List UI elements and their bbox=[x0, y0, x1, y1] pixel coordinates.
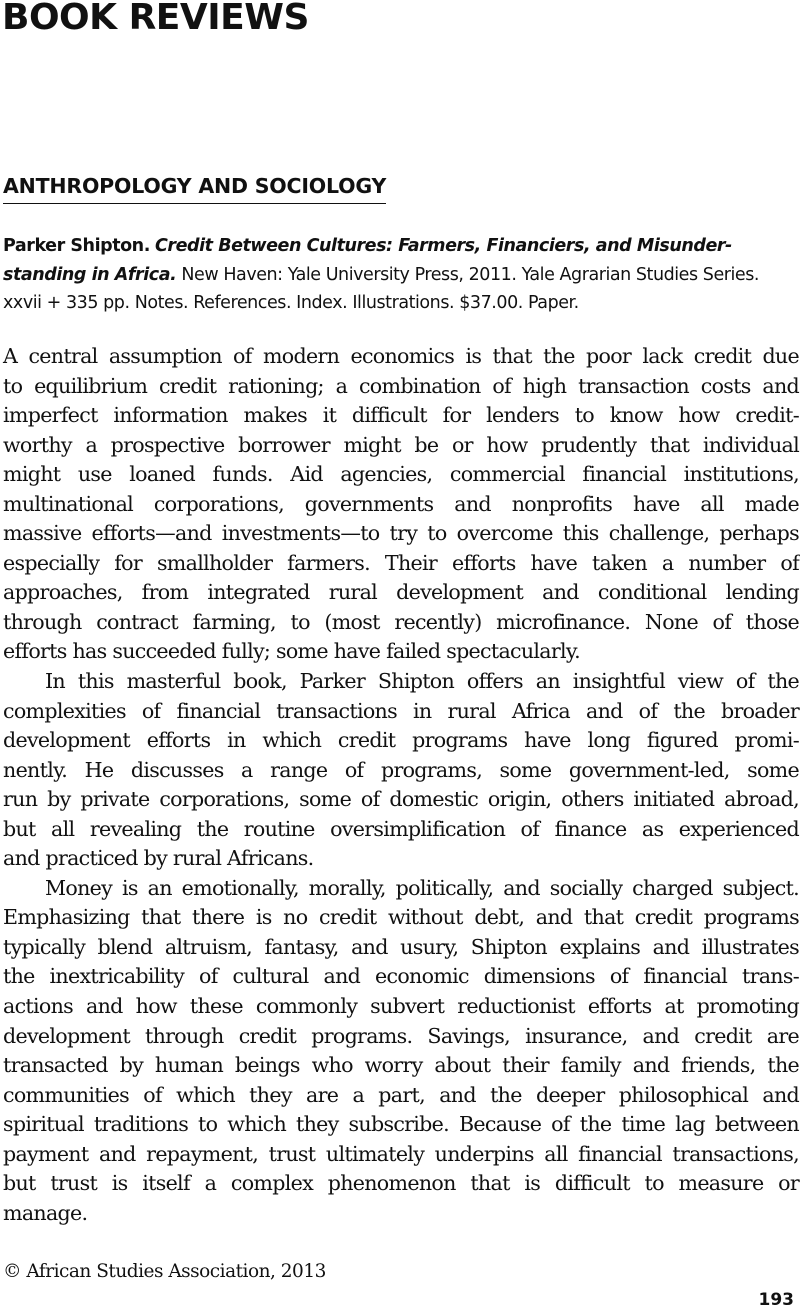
body-line: massive efforts—and investments—to try to overcome this challenge, perhaps bbox=[3, 521, 799, 546]
page-heading: BOOK REVIEWS bbox=[2, 0, 309, 38]
citation-details: xxvii + 335 pp. Notes. References. Index. Illustrations. $37.00. Paper. bbox=[3, 293, 579, 313]
citation-book-title: Credit Between Cultures: Farmers, Financiers, and Misunder- bbox=[155, 236, 732, 256]
body-line: but all revealing the routine oversimplification of finance as experienced bbox=[3, 816, 799, 841]
body-line: actions and how these commonly subvert reductionist efforts at promoting bbox=[3, 994, 799, 1019]
body-line: transacted by human beings who worry about their family and friends, the bbox=[3, 1053, 799, 1078]
body-line: to equilibrium credit rationing; a combination of high transaction costs and bbox=[3, 373, 799, 398]
body-line: In this masterful book, Parker Shipton offers an insightful view of the bbox=[45, 669, 799, 694]
body-line: might use loaned funds. Aid agencies, commercial financial institutions, bbox=[3, 462, 799, 487]
citation-line bbox=[3, 232, 799, 261]
body-line: the inextricability of cultural and economic dimensions of financial trans- bbox=[3, 964, 799, 989]
body-line: through contract farming, to (most recently) microfinance. None of those bbox=[3, 609, 799, 634]
body-line: nently. He discusses a range of programs, some government-led, some bbox=[3, 757, 799, 782]
section-title: ANTHROPOLOGY AND SOCIOLOGY bbox=[3, 172, 386, 204]
body-line: A central assumption of modern economics is that the poor lack credit due bbox=[3, 344, 799, 368]
body-line: development efforts in which credit programs have long figured promi- bbox=[3, 728, 799, 753]
body-line: Money is an emotionally, morally, politically, and socially charged subject. bbox=[45, 875, 799, 900]
body-line: approaches, from integrated rural development and conditional lending bbox=[3, 580, 799, 605]
copyright-notice: © African Studies Association, 2013 bbox=[3, 1261, 326, 1282]
page-number: 193 bbox=[758, 1290, 794, 1310]
body-line: typically blend altruism, fantasy, and usury, Shipton explains and illustrates bbox=[3, 934, 799, 959]
body-line: worthy a prospective borrower might be or how prudently that individual bbox=[3, 432, 799, 457]
body-line: development through credit programs. Savings, insurance, and credit are bbox=[3, 1023, 799, 1048]
body-line: efforts has succeeded fully; some have failed spectacularly. bbox=[3, 639, 580, 664]
citation-line bbox=[3, 261, 799, 290]
body-line: complexities of financial transactions in rural Africa and of the broader bbox=[3, 698, 799, 723]
citation-book-title: standing in Africa. bbox=[3, 264, 177, 285]
review-body bbox=[3, 342, 799, 1228]
body-line: spiritual traditions to which they subscribe. Because of the time lag between bbox=[3, 1112, 799, 1137]
body-line: Emphasizing that there is no credit without debt, and that credit programs bbox=[3, 905, 799, 930]
body-line: payment and repayment, trust ultimately underpins all financial transactions, bbox=[3, 1141, 799, 1166]
body-line: and practiced by rural Africans. bbox=[3, 846, 314, 871]
body-line: manage. bbox=[3, 1200, 88, 1225]
body-line: multinational corporations, governments and nonprofits have all made bbox=[3, 491, 799, 516]
body-line: especially for smallholder farmers. Their efforts have taken a number of bbox=[3, 550, 799, 575]
body-line: run by private corporations, some of domestic origin, others initiated abroad, bbox=[3, 787, 799, 812]
body-line: but trust is itself a complex phenomenon that is difficult to measure or bbox=[3, 1171, 799, 1196]
citation-publication: New Haven: Yale University Press, 2011. Yale Agrarian Studies Series. bbox=[181, 264, 760, 285]
citation-author: Parker Shipton. bbox=[3, 236, 150, 256]
book-citation bbox=[3, 232, 799, 318]
body-line: communities of which they are a part, and the deeper philosophical and bbox=[3, 1082, 799, 1107]
body-line: imperfect information makes it difficult for lenders to know how credit- bbox=[3, 403, 799, 428]
